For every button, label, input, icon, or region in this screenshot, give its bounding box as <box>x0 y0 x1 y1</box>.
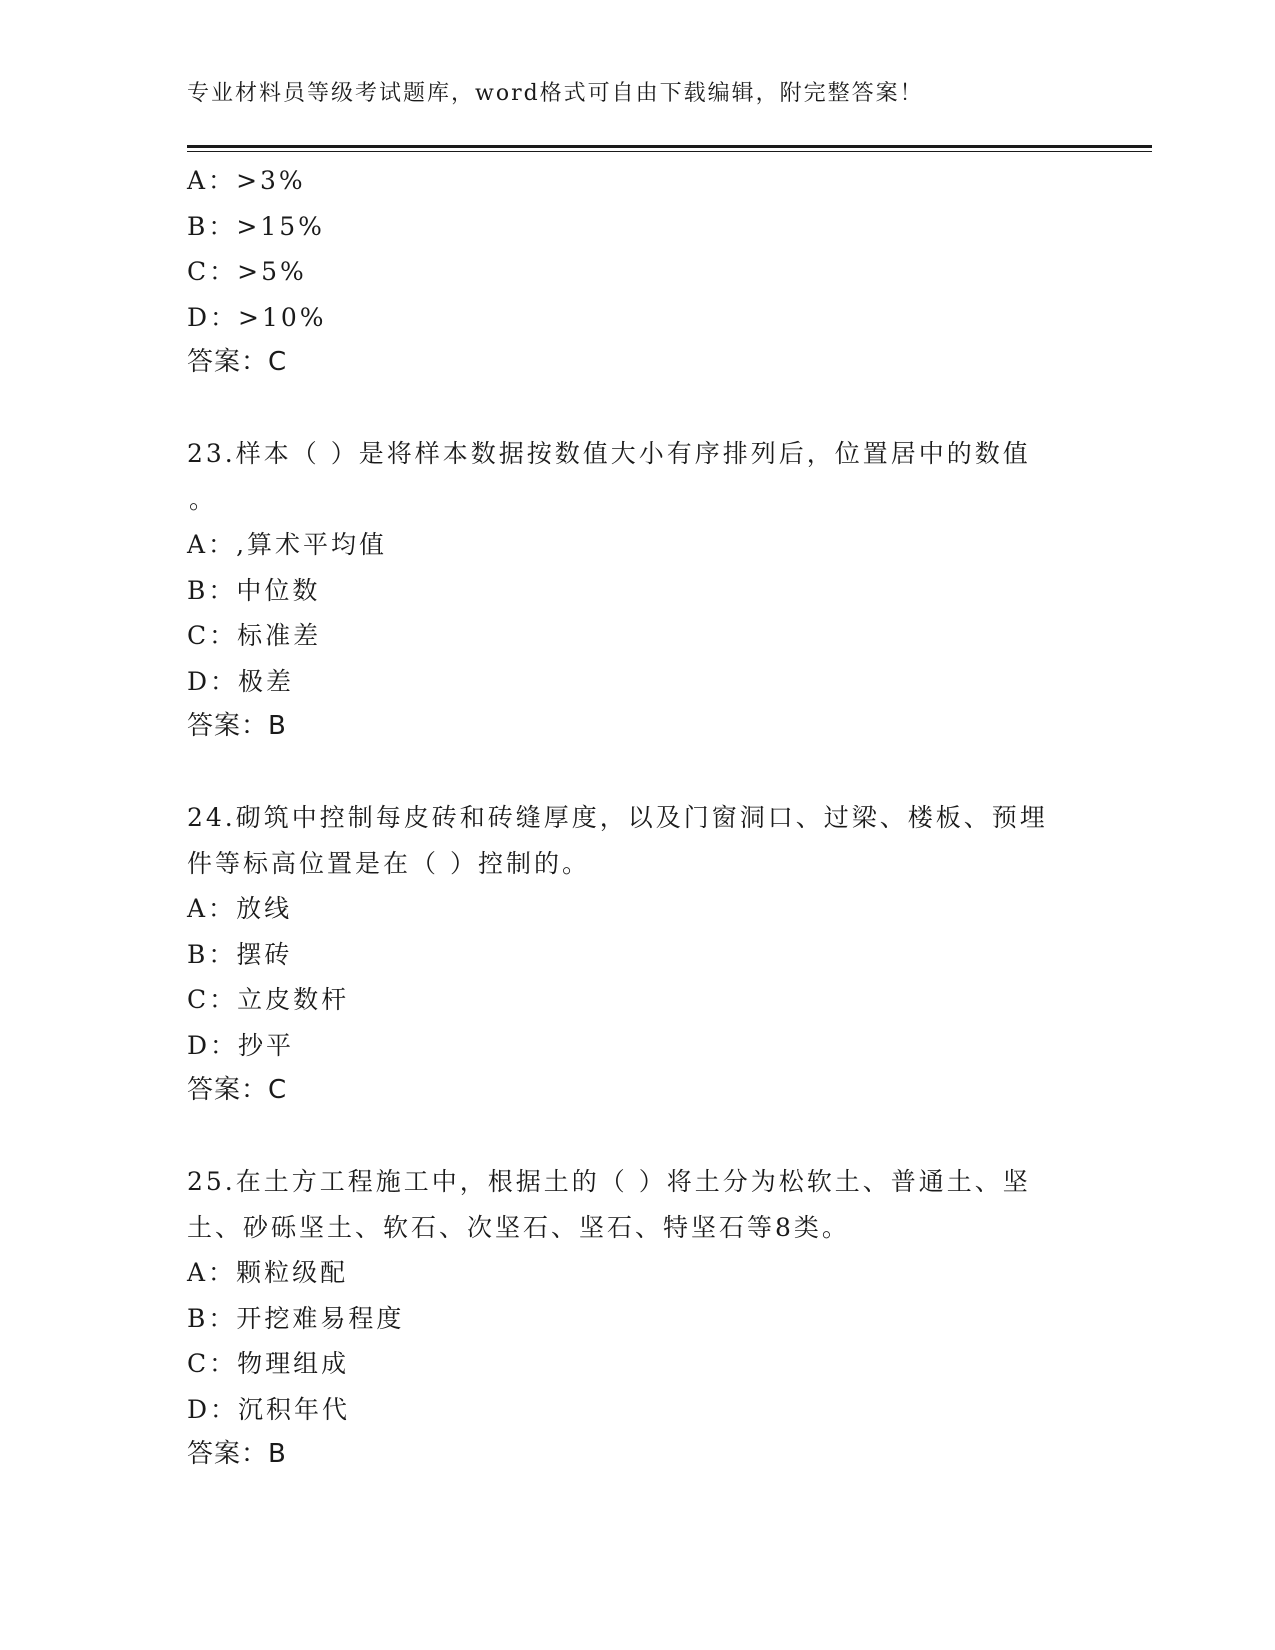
option-d: D：>10% <box>187 302 327 332</box>
question-stem: 25.在土方工程施工中，根据土的（ ）将土分为松软土、普通土、坚 <box>187 1167 1031 1196</box>
answer: 答案：C <box>187 347 288 377</box>
option-a: A：,算术平均值 <box>187 530 388 559</box>
option-b: B：中位数 <box>187 575 321 605</box>
option-c: C：标准差 <box>187 621 322 650</box>
question-23 <box>187 431 1087 750</box>
option-b: B：>15% <box>187 211 325 241</box>
spacer <box>187 750 1087 796</box>
question-stem-continued: 。 <box>189 484 218 514</box>
option-b: B：摆砖 <box>187 939 293 969</box>
answer: 答案：B <box>187 711 287 741</box>
option-d: D：沉积年代 <box>187 1394 351 1424</box>
question-stem: 23.样本（ ）是将样本数据按数值大小有序排列后，位置居中的数值 <box>187 439 1031 468</box>
question-stem: 24.砌筑中控制每皮砖和砖缝厚度，以及门窗洞口、过梁、楼板、预埋 <box>187 803 1048 832</box>
answer: 答案：C <box>187 1075 288 1105</box>
option-a: A：>3% <box>187 166 306 195</box>
spacer <box>187 1114 1087 1160</box>
option-c: C：>5% <box>187 257 307 286</box>
question-stem-continued: 件等标高位置是在（ ）控制的。 <box>187 848 590 878</box>
spacer <box>187 386 1087 432</box>
question-stem-continued: 土、砂砾坚土、软石、次坚石、坚石、特坚石等8类。 <box>187 1212 850 1242</box>
option-c: C：物理组成 <box>187 1349 350 1378</box>
option-c: C：立皮数杆 <box>187 985 350 1014</box>
option-a: A：颗粒级配 <box>187 1258 349 1287</box>
page-header: 专业材料员等级考试题库，word格式可自由下载编辑，附完整答案！ <box>187 81 924 106</box>
header-rule-thin <box>187 151 1152 152</box>
answer: 答案：B <box>187 1439 287 1469</box>
option-a: A：放线 <box>187 894 293 923</box>
header-rule-thick <box>187 145 1152 148</box>
question-24 <box>187 795 1087 1114</box>
option-d: D：极差 <box>187 666 295 696</box>
option-d: D：抄平 <box>187 1030 295 1060</box>
question-25 <box>187 1159 1087 1478</box>
option-b: B：开挖难易程度 <box>187 1303 405 1333</box>
question-22 <box>187 158 1087 386</box>
exam-content <box>187 158 1087 1478</box>
